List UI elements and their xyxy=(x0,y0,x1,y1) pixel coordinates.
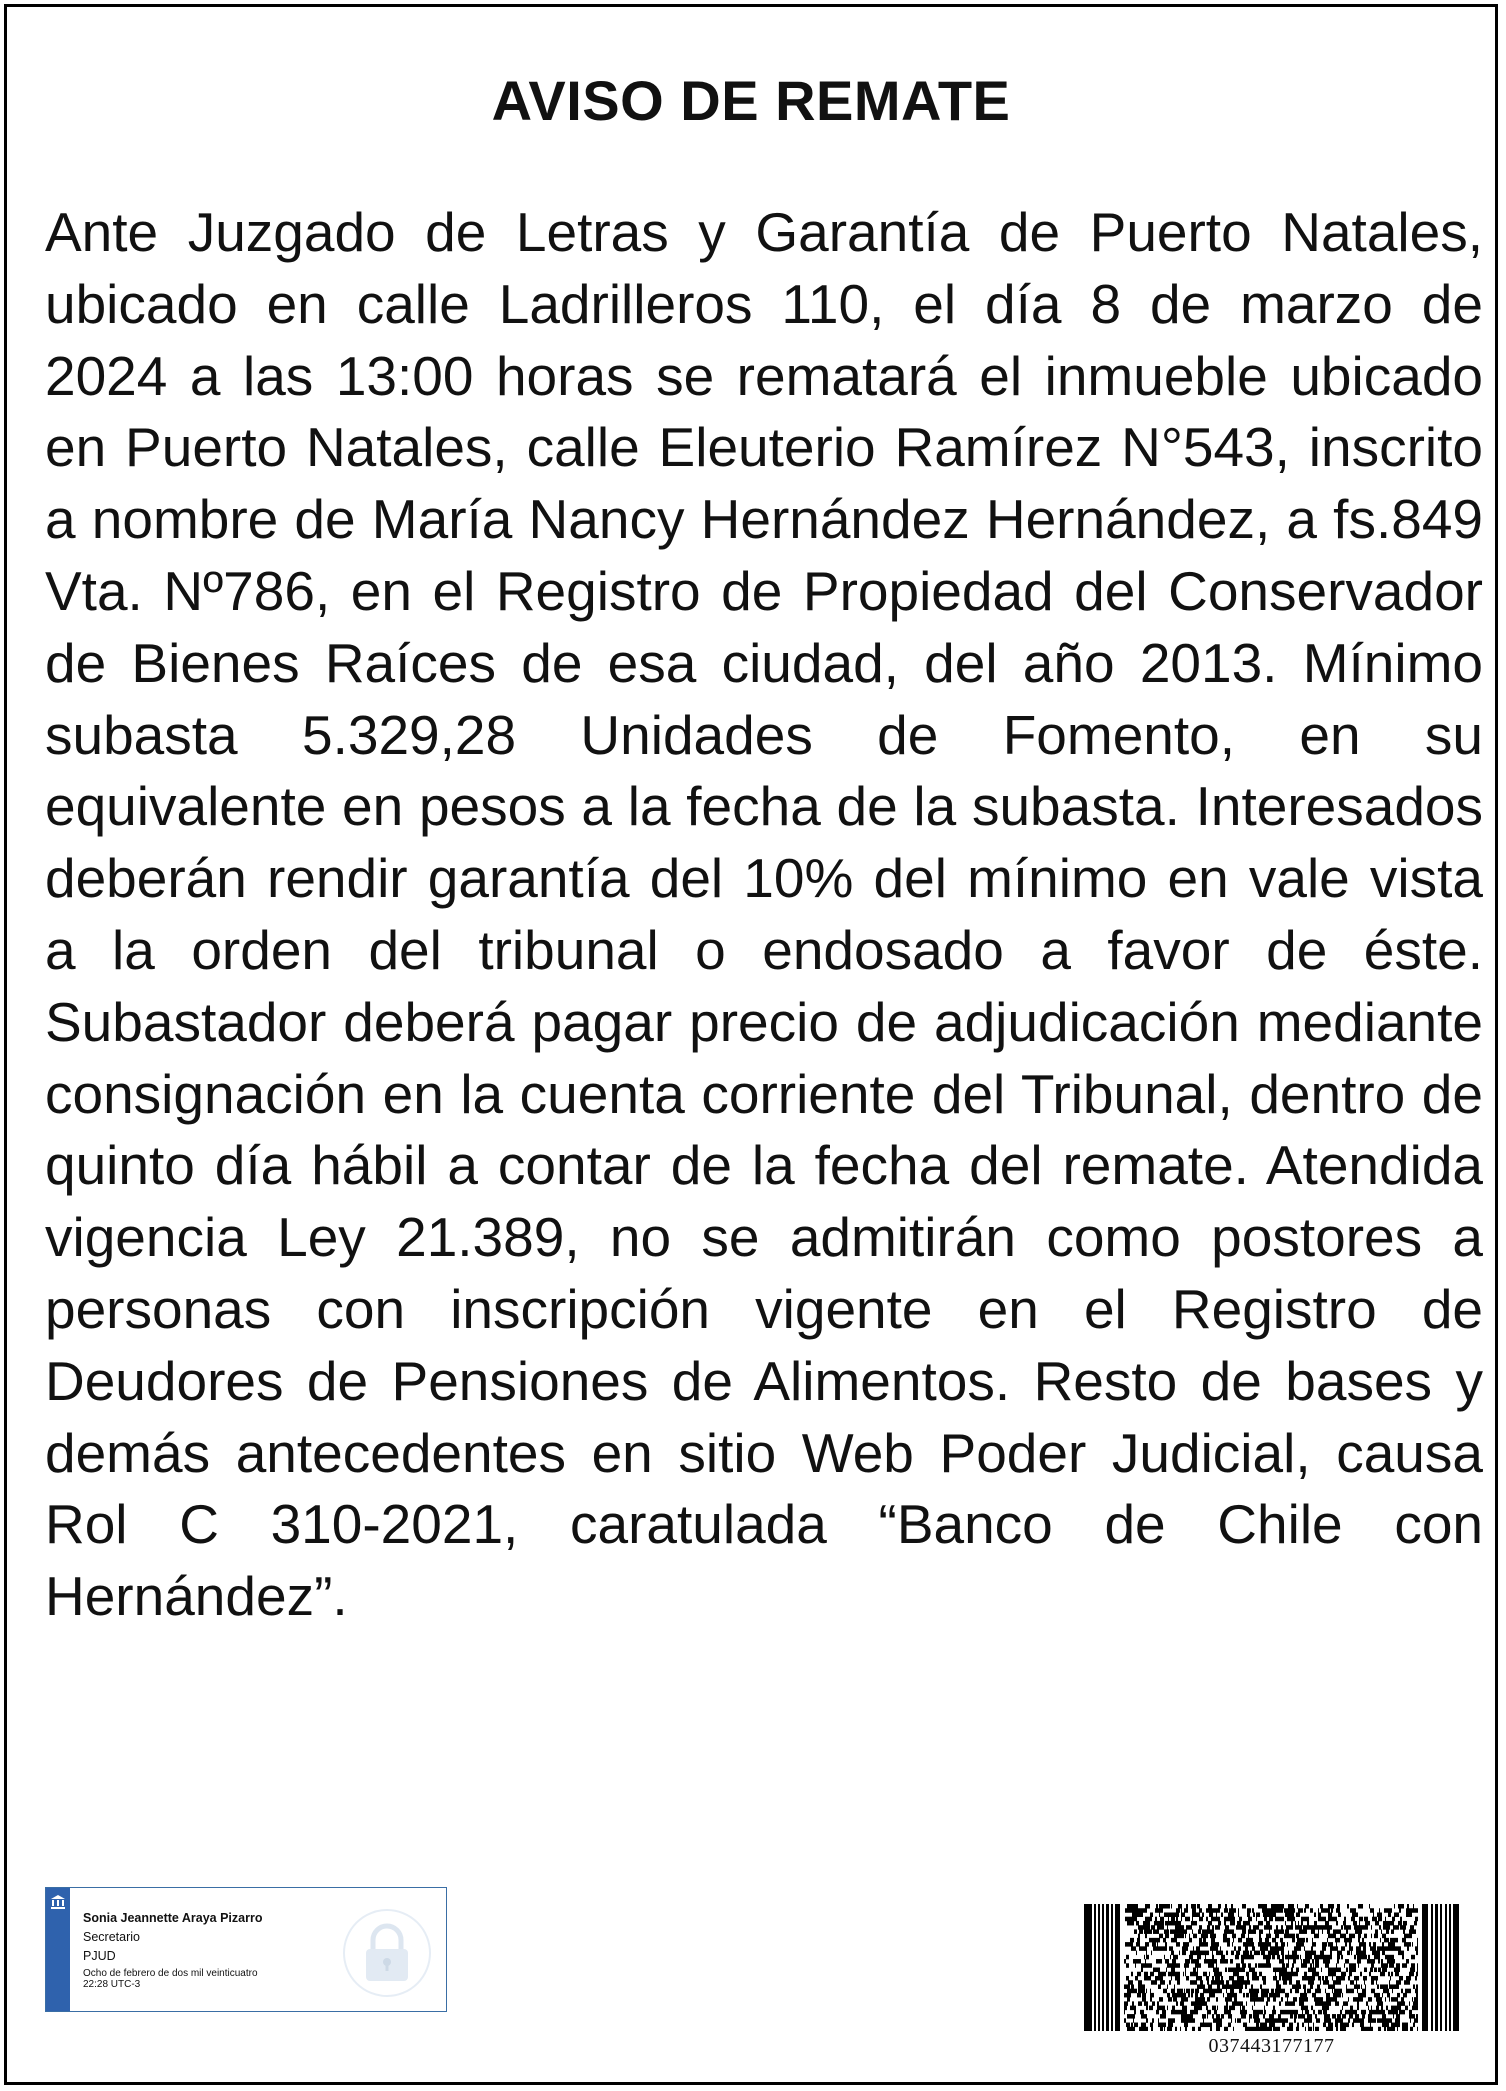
signer-role: Secretario xyxy=(83,1930,140,1944)
signature-text-block xyxy=(83,1910,363,1990)
signer-organization: PJUD xyxy=(83,1949,116,1963)
notice-body: Ante Juzgado de Letras y Garantía de Puerto Natales, ubicado en calle Ladrilleros 110, el día 8 de marzo de 2024 a las 13:00 horas se rematará el inmueble ubicado en Puerto Natales, calle Eleuterio Ramírez N°543, inscrito a nombre de María Nancy Hernández Hernández, a fs.849 Vta. Nº786, en el Registro de Propiedad del Conservador de Bienes Raíces de esa ciudad, del año 2013. Mínimo subasta 5.329,28 Unidades de Fomento, en su equivalente en pesos a la fecha de la subasta. Interesados deberán rendir garantía del 10% del mínimo en vale vista a la orden del tribunal o endosado a favor de éste. Subastador deberá pagar precio de adjudicación mediante consignación en la cuenta corriente del Tribunal, dentro de quinto día hábil a contar de la fecha del remate. Atendida vigencia Ley 21.389, no se admitirán como postores a personas con inscripción vigente en el Registro de Deudores de Pensiones de Alimentos. Resto de bases y demás antecedentes en sitio Web Poder Judicial, causa Rol C 310-2021, caratulada “Banco de Chile con Hernández”. xyxy=(45,201,1483,1628)
barcode-number: 037443177177 xyxy=(1208,2035,1335,2057)
signature-date-line: Ocho de febrero de dos mil veinticuatro xyxy=(83,1968,258,1979)
signature-date xyxy=(83,1968,363,1990)
pdf417-barcode xyxy=(1084,1904,1459,2031)
signer-name: Sonia Jeannette Araya Pizarro xyxy=(83,1911,263,1925)
notice-frame xyxy=(4,4,1498,2085)
notice-title: AVISO DE REMATE xyxy=(491,69,1011,132)
electronic-signature-box xyxy=(45,1887,447,2012)
courthouse-icon xyxy=(50,1894,66,1910)
signature-time-line: 22:28 UTC-3 xyxy=(83,1979,141,1990)
